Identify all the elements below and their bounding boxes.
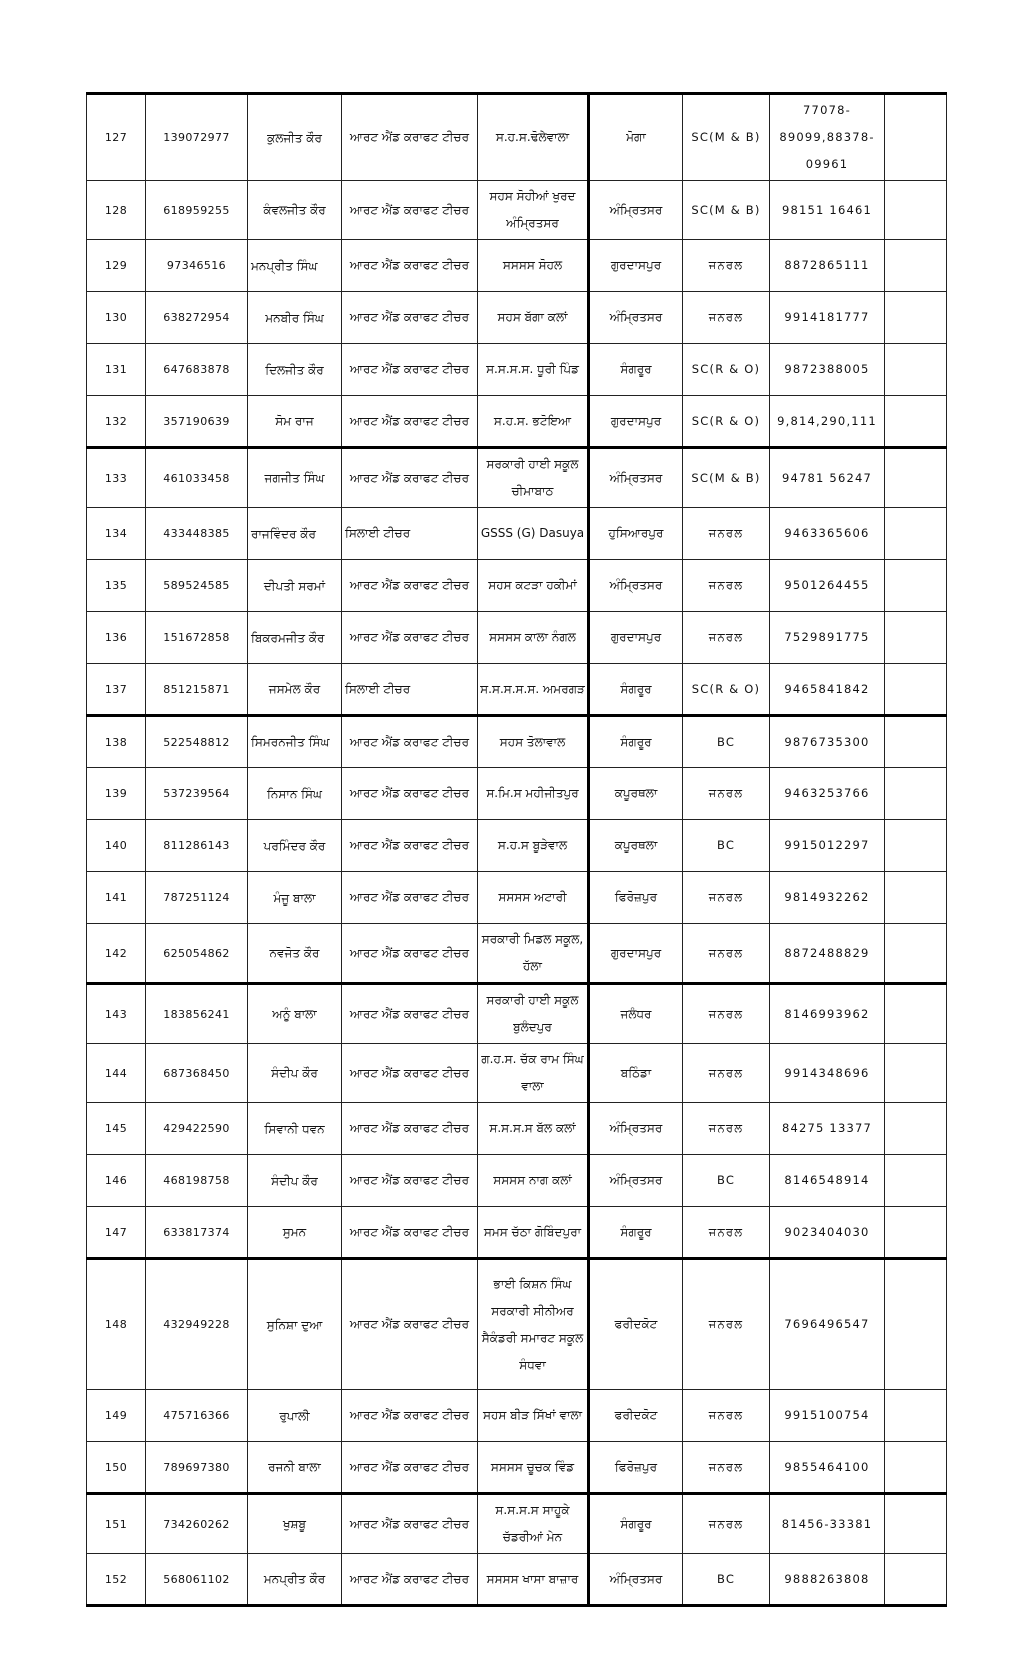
- table-row: [87, 94, 947, 181]
- user-id: 789697380: [146, 1442, 248, 1494]
- school-name: ਸਸਸਸ ਖਾਸਾ ਬਾਜ਼ਾਰ: [478, 1554, 589, 1606]
- table-row: [87, 1259, 947, 1390]
- phone-number: 9465841842: [770, 664, 885, 716]
- phone-number: 7529891775: [770, 612, 885, 664]
- serial-number: 137: [87, 664, 146, 716]
- phone-number: 9463253766: [770, 768, 885, 820]
- serial-number: 129: [87, 240, 146, 292]
- district: ਫਿਰੋਜ਼ਪੁਰ: [589, 872, 683, 924]
- school-name: ਸਸਸਸ ਸੋਹਲ: [478, 240, 589, 292]
- candidate-name: ਜਗਜੀਤ ਸਿੰਘ: [248, 448, 342, 508]
- candidate-name: ਕੰਵਲਜੀਤ ਕੌਰ: [248, 181, 342, 240]
- district: ਅੰਮ੍ਰਿਤਸਰ: [589, 292, 683, 344]
- post-title: ਆਰਟ ਐਂਡ ਕਰਾਫਟ ਟੀਚਰ: [342, 872, 478, 924]
- post-title: ਆਰਟ ਐਂਡ ਕਰਾਫਟ ਟੀਚਰ: [342, 716, 478, 768]
- table-row: [87, 1103, 947, 1155]
- serial-number: 132: [87, 396, 146, 448]
- blank-cell: [885, 768, 947, 820]
- district: ਫਰੀਦਕੋਟ: [589, 1390, 683, 1442]
- blank-cell: [885, 1207, 947, 1259]
- user-id: 432949228: [146, 1259, 248, 1390]
- post-title: ਆਰਟ ਐਂਡ ਕਰਾਫਟ ਟੀਚਰ: [342, 344, 478, 396]
- district: ਸੰਗਰੂਰ: [589, 716, 683, 768]
- user-id: 139072977: [146, 94, 248, 181]
- records-table: [86, 92, 947, 1607]
- district: ਹੁਸਿਆਰਪੁਰ: [589, 508, 683, 560]
- phone-number: 98151 16461: [770, 181, 885, 240]
- category: ਜਨਰਲ: [683, 1103, 770, 1155]
- school-name: ਸਸਸਸ ਚੂਚਕ ਵਿੰਡ: [478, 1442, 589, 1494]
- post-title: ਆਰਟ ਐਂਡ ਕਰਾਫਟ ਟੀਚਰ: [342, 984, 478, 1044]
- school-name: GSSS (G) Dasuya: [478, 508, 589, 560]
- post-title: ਆਰਟ ਐਂਡ ਕਰਾਫਟ ਟੀਚਰ: [342, 292, 478, 344]
- candidate-name: ਜਸਮੇਲ ਕੌਰ: [248, 664, 342, 716]
- candidate-name: ਸੋਮ ਰਾਜ: [248, 396, 342, 448]
- table-row: [87, 984, 947, 1044]
- school-name: ਸਸਸਸ ਨਾਗ ਕਲਾਂ: [478, 1155, 589, 1207]
- district: ਸੰਗਰੂਰ: [589, 1207, 683, 1259]
- user-id: 851215871: [146, 664, 248, 716]
- table-row: [87, 820, 947, 872]
- table-row: [87, 664, 947, 716]
- blank-cell: [885, 240, 947, 292]
- post-title: ਆਰਟ ਐਂਡ ਕਰਾਫਟ ਟੀਚਰ: [342, 1044, 478, 1103]
- post-title: ਆਰਟ ਐਂਡ ਕਰਾਫਟ ਟੀਚਰ: [342, 94, 478, 181]
- phone-number: 9914348696: [770, 1044, 885, 1103]
- post-title: ਆਰਟ ਐਂਡ ਕਰਾਫਟ ਟੀਚਰ: [342, 1259, 478, 1390]
- user-id: 568061102: [146, 1554, 248, 1606]
- phone-number: 84275 13377: [770, 1103, 885, 1155]
- district: ਅੰਮ੍ਰਿਤਸਰ: [589, 1554, 683, 1606]
- serial-number: 133: [87, 448, 146, 508]
- category: BC: [683, 1155, 770, 1207]
- table-row: [87, 240, 947, 292]
- blank-cell: [885, 560, 947, 612]
- candidate-name: ਦਿਲਜੀਤ ਕੌਰ: [248, 344, 342, 396]
- blank-cell: [885, 820, 947, 872]
- post-title: ਆਰਟ ਐਂਡ ਕਰਾਫਟ ਟੀਚਰ: [342, 396, 478, 448]
- serial-number: 146: [87, 1155, 146, 1207]
- table-row: [87, 508, 947, 560]
- candidate-name: ਦੀਪਤੀ ਸਰਮਾਂ: [248, 560, 342, 612]
- school-name: ਭਾਈ ਕਿਸ਼ਨ ਸਿੰਘ ਸਰਕਾਰੀ ਸੀਨੀਅਰ ਸੈਕੰਡਰੀ ਸਮਾਰਟ ਸਕੂਲ ਸੰਧਵਾ: [478, 1259, 589, 1390]
- school-name: ਸਹਸ ਬੀੜ ਸਿੱਖਾਂ ਵਾਲਾ: [478, 1390, 589, 1442]
- blank-cell: [885, 181, 947, 240]
- blank-cell: [885, 872, 947, 924]
- serial-number: 142: [87, 924, 146, 984]
- post-title: ਆਰਟ ਐਂਡ ਕਰਾਫਟ ਟੀਚਰ: [342, 1103, 478, 1155]
- blank-cell: [885, 344, 947, 396]
- serial-number: 134: [87, 508, 146, 560]
- user-id: 433448385: [146, 508, 248, 560]
- user-id: 638272954: [146, 292, 248, 344]
- category: ਜਨਰਲ: [683, 1494, 770, 1554]
- category: ਜਨਰਲ: [683, 612, 770, 664]
- category: SC(R & O): [683, 396, 770, 448]
- table-row: [87, 560, 947, 612]
- candidate-name: ਨਿਸਾਨ ਸਿੰਘ: [248, 768, 342, 820]
- phone-number: 9915012297: [770, 820, 885, 872]
- user-id: 97346516: [146, 240, 248, 292]
- school-name: ਸ.ਹ.ਸ.ਢੋਲੇਵਾਲਾ: [478, 94, 589, 181]
- category: ਜਨਰਲ: [683, 872, 770, 924]
- district: ਫਿਰੋਜ਼ਪੁਰ: [589, 1442, 683, 1494]
- district: ਅੰਮ੍ਰਿਤਸਰ: [589, 1103, 683, 1155]
- user-id: 787251124: [146, 872, 248, 924]
- district: ਗੁਰਦਾਸਪੁਰ: [589, 240, 683, 292]
- post-title: ਆਰਟ ਐਂਡ ਕਰਾਫਟ ਟੀਚਰ: [342, 1554, 478, 1606]
- district: ਕਪੂਰਥਲਾ: [589, 820, 683, 872]
- category: SC(M & B): [683, 94, 770, 181]
- school-name: ਸ.ਸ.ਸ.ਸ ਸਾਹੂਕੇ ਚੱਡਰੀਆਂ ਮੇਨ: [478, 1494, 589, 1554]
- user-id: 151672858: [146, 612, 248, 664]
- school-name: ਸਸਸਸ ਕਾਲਾ ਨੰਗਲ: [478, 612, 589, 664]
- serial-number: 131: [87, 344, 146, 396]
- post-title: ਆਰਟ ਐਂਡ ਕਰਾਫਟ ਟੀਚਰ: [342, 240, 478, 292]
- user-id: 618959255: [146, 181, 248, 240]
- candidate-name: ਮਨਪ੍ਰੀਤ ਕੌਰ: [248, 1554, 342, 1606]
- district: ਸੰਗਰੂਰ: [589, 1494, 683, 1554]
- district: ਅੰਮ੍ਰਿਤਸਰ: [589, 1155, 683, 1207]
- user-id: 811286143: [146, 820, 248, 872]
- table-row: [87, 1554, 947, 1606]
- district: ਫਰੀਦਕੋਟ: [589, 1259, 683, 1390]
- post-title: ਆਰਟ ਐਂਡ ਕਰਾਫਟ ਟੀਚਰ: [342, 820, 478, 872]
- blank-cell: [885, 448, 947, 508]
- phone-number: 9,814,290,111: [770, 396, 885, 448]
- candidate-name: ਰਾਜਵਿੰਦਰ ਕੌਰ: [248, 508, 342, 560]
- post-title: ਆਰਟ ਐਂਡ ਕਰਾਫਟ ਟੀਚਰ: [342, 1155, 478, 1207]
- category: ਜਨਰਲ: [683, 1044, 770, 1103]
- blank-cell: [885, 396, 947, 448]
- candidate-name: ਰੁਪਾਲੀ: [248, 1390, 342, 1442]
- serial-number: 152: [87, 1554, 146, 1606]
- district: ਗੁਰਦਾਸਪੁਰ: [589, 924, 683, 984]
- blank-cell: [885, 984, 947, 1044]
- district: ਅੰਮ੍ਰਿਤਸਰ: [589, 560, 683, 612]
- table-row: [87, 448, 947, 508]
- serial-number: 136: [87, 612, 146, 664]
- post-title: ਆਰਟ ਐਂਡ ਕਰਾਫਟ ਟੀਚਰ: [342, 1207, 478, 1259]
- category: SC(M & B): [683, 181, 770, 240]
- post-title: ਆਰਟ ਐਂਡ ਕਰਾਫਟ ਟੀਚਰ: [342, 768, 478, 820]
- post-title: ਆਰਟ ਐਂਡ ਕਰਾਫਟ ਟੀਚਰ: [342, 1390, 478, 1442]
- table-row: [87, 181, 947, 240]
- category: BC: [683, 820, 770, 872]
- serial-number: 145: [87, 1103, 146, 1155]
- category: BC: [683, 716, 770, 768]
- category: SC(R & O): [683, 664, 770, 716]
- post-title: ਸਿਲਾਈ ਟੀਚਰ: [342, 508, 478, 560]
- blank-cell: [885, 1044, 947, 1103]
- serial-number: 130: [87, 292, 146, 344]
- school-name: ਸ.ਹ.ਸ. ਭਟੋਇਆ: [478, 396, 589, 448]
- user-id: 357190639: [146, 396, 248, 448]
- blank-cell: [885, 1103, 947, 1155]
- school-name: ਸਹਸ ਕਟੜਾ ਹਕੀਮਾਂ: [478, 560, 589, 612]
- category: ਜਨਰਲ: [683, 240, 770, 292]
- user-id: 429422590: [146, 1103, 248, 1155]
- candidate-name: ਪਰਮਿੰਦਰ ਕੌਰ: [248, 820, 342, 872]
- serial-number: 148: [87, 1259, 146, 1390]
- candidate-name: ਸਿਮਰਨਜੀਤ ਸਿੰਘ: [248, 716, 342, 768]
- category: ਜਨਰਲ: [683, 768, 770, 820]
- candidate-name: ਮਨਬੀਰ ਸਿੰਘ: [248, 292, 342, 344]
- user-id: 734260262: [146, 1494, 248, 1554]
- table-row: [87, 1155, 947, 1207]
- district: ਗੁਰਦਾਸਪੁਰ: [589, 612, 683, 664]
- phone-number: 8872865111: [770, 240, 885, 292]
- candidate-name: ਅਨੂੰ ਬਾਲਾ: [248, 984, 342, 1044]
- category: ਜਨਰਲ: [683, 1207, 770, 1259]
- phone-number: 8872488829: [770, 924, 885, 984]
- phone-number: 9915100754: [770, 1390, 885, 1442]
- district: ਕਪੂਰਥਲਾ: [589, 768, 683, 820]
- table-row: [87, 344, 947, 396]
- serial-number: 127: [87, 94, 146, 181]
- district: ਅੰਮ੍ਰਿਤਸਰ: [589, 181, 683, 240]
- phone-number: 9872388005: [770, 344, 885, 396]
- blank-cell: [885, 612, 947, 664]
- table-row: [87, 1044, 947, 1103]
- phone-number: 9463365606: [770, 508, 885, 560]
- phone-number: 8146548914: [770, 1155, 885, 1207]
- blank-cell: [885, 924, 947, 984]
- candidate-name: ਸਿਵਾਨੀ ਧਵਨ: [248, 1103, 342, 1155]
- table-row: [87, 612, 947, 664]
- category: BC: [683, 1554, 770, 1606]
- user-id: 475716366: [146, 1390, 248, 1442]
- school-name: ਸ.ਸ.ਸ.ਸ. ਧੂਰੀ ਪਿੰਡ: [478, 344, 589, 396]
- phone-number: 77078-89099,88378-09961: [770, 94, 885, 181]
- category: ਜਨਰਲ: [683, 984, 770, 1044]
- serial-number: 143: [87, 984, 146, 1044]
- table-row: [87, 1390, 947, 1442]
- post-title: ਸਿਲਾਈ ਟੀਚਰ: [342, 664, 478, 716]
- user-id: 468198758: [146, 1155, 248, 1207]
- school-name: ਸਸਸਸ ਅਟਾਰੀ: [478, 872, 589, 924]
- serial-number: 135: [87, 560, 146, 612]
- school-name: ਸਹਸ ਸੋਹੀਆਂ ਖੁਰਦ ਅੰਮ੍ਰਿਤਸਰ: [478, 181, 589, 240]
- phone-number: 8146993962: [770, 984, 885, 1044]
- table-row: [87, 1494, 947, 1554]
- school-name: ਸਰਕਾਰੀ ਹਾਈ ਸਕੂਲ ਬੁਲੰਦਪੁਰ: [478, 984, 589, 1044]
- blank-cell: [885, 508, 947, 560]
- post-title: ਆਰਟ ਐਂਡ ਕਰਾਫਟ ਟੀਚਰ: [342, 448, 478, 508]
- serial-number: 139: [87, 768, 146, 820]
- category: ਜਨਰਲ: [683, 508, 770, 560]
- user-id: 647683878: [146, 344, 248, 396]
- school-name: ਸਰਕਾਰੀ ਹਾਈ ਸਕੂਲ ਚੀਮਾਬਾਠ: [478, 448, 589, 508]
- school-name: ਸ.ਹ.ਸ ਬੂੜੇਵਾਲ: [478, 820, 589, 872]
- category: ਜਨਰਲ: [683, 292, 770, 344]
- blank-cell: [885, 94, 947, 181]
- district: ਸੰਗਰੂਰ: [589, 664, 683, 716]
- category: ਜਨਰਲ: [683, 924, 770, 984]
- category: ਜਨਰਲ: [683, 1259, 770, 1390]
- candidate-name: ਸੁਮਨ: [248, 1207, 342, 1259]
- phone-number: 9023404030: [770, 1207, 885, 1259]
- user-id: 633817374: [146, 1207, 248, 1259]
- candidate-name: ਰਜਨੀ ਬਾਲਾ: [248, 1442, 342, 1494]
- table-row: [87, 1207, 947, 1259]
- category: ਜਨਰਲ: [683, 560, 770, 612]
- user-id: 537239564: [146, 768, 248, 820]
- table-row: [87, 716, 947, 768]
- phone-number: 94781 56247: [770, 448, 885, 508]
- serial-number: 128: [87, 181, 146, 240]
- serial-number: 151: [87, 1494, 146, 1554]
- candidate-name: ਕੁਲਜੀਤ ਕੌਰ: [248, 94, 342, 181]
- serial-number: 149: [87, 1390, 146, 1442]
- school-name: ਗ.ਹ.ਸ. ਚੱਕ ਰਾਮ ਸਿੰਘ ਵਾਲਾ: [478, 1044, 589, 1103]
- category: SC(M & B): [683, 448, 770, 508]
- phone-number: 9501264455: [770, 560, 885, 612]
- district: ਗੁਰਦਾਸਪੁਰ: [589, 396, 683, 448]
- blank-cell: [885, 1259, 947, 1390]
- school-name: ਸ.ਸ.ਸ.ਸ.ਸ. ਅਮਰਗੜ: [478, 664, 589, 716]
- school-name: ਸਹਸ ਤੋਲਾਵਾਲ: [478, 716, 589, 768]
- serial-number: 138: [87, 716, 146, 768]
- school-name: ਸ.ਮਿ.ਸ ਮਹੀਜੀਤਪੁਰ: [478, 768, 589, 820]
- candidate-name: ਸੁਨਿਸ਼ਾ ਦੁਆ: [248, 1259, 342, 1390]
- candidate-name: ਸੰਦੀਪ ਕੌਰ: [248, 1044, 342, 1103]
- user-id: 625054862: [146, 924, 248, 984]
- school-name: ਸਰਕਾਰੀ ਮਿਡਲ ਸਕੂਲ, ਹੱਲਾ: [478, 924, 589, 984]
- district: ਸੰਗਰੂਰ: [589, 344, 683, 396]
- candidate-name: ਮੰਜੂ ਬਾਲਾ: [248, 872, 342, 924]
- candidate-name: ਨਵਜੋਤ ਕੌਰ: [248, 924, 342, 984]
- post-title: ਆਰਟ ਐਂਡ ਕਰਾਫਟ ਟੀਚਰ: [342, 1442, 478, 1494]
- phone-number: 9876735300: [770, 716, 885, 768]
- category: ਜਨਰਲ: [683, 1390, 770, 1442]
- district: ਮੋਗਾ: [589, 94, 683, 181]
- table-row: [87, 292, 947, 344]
- serial-number: 150: [87, 1442, 146, 1494]
- blank-cell: [885, 1442, 947, 1494]
- table-row: [87, 924, 947, 984]
- district: ਬਠਿੰਡਾ: [589, 1044, 683, 1103]
- phone-number: 9814932262: [770, 872, 885, 924]
- post-title: ਆਰਟ ਐਂਡ ਕਰਾਫਟ ਟੀਚਰ: [342, 1494, 478, 1554]
- district: ਅੰਮ੍ਰਿਤਸਰ: [589, 448, 683, 508]
- blank-cell: [885, 1390, 947, 1442]
- table-row: [87, 872, 947, 924]
- category: ਜਨਰਲ: [683, 1442, 770, 1494]
- user-id: 589524585: [146, 560, 248, 612]
- blank-cell: [885, 716, 947, 768]
- post-title: ਆਰਟ ਐਂਡ ਕਰਾਫਟ ਟੀਚਰ: [342, 612, 478, 664]
- user-id: 183856241: [146, 984, 248, 1044]
- phone-number: 9888263808: [770, 1554, 885, 1606]
- school-name: ਸਹਸ ਬੱਗਾ ਕਲਾਂ: [478, 292, 589, 344]
- phone-number: 7696496547: [770, 1259, 885, 1390]
- blank-cell: [885, 1155, 947, 1207]
- serial-number: 141: [87, 872, 146, 924]
- candidate-name: ਖੁਸ਼ਬੂ: [248, 1494, 342, 1554]
- candidate-name: ਮਨਪ੍ਰੀਤ ਸਿੰਘ: [248, 240, 342, 292]
- phone-number: 81456-33381: [770, 1494, 885, 1554]
- blank-cell: [885, 664, 947, 716]
- serial-number: 144: [87, 1044, 146, 1103]
- serial-number: 147: [87, 1207, 146, 1259]
- blank-cell: [885, 292, 947, 344]
- blank-cell: [885, 1494, 947, 1554]
- table-row: [87, 1442, 947, 1494]
- post-title: ਆਰਟ ਐਂਡ ਕਰਾਫਟ ਟੀਚਰ: [342, 181, 478, 240]
- table-row: [87, 768, 947, 820]
- post-title: ਆਰਟ ਐਂਡ ਕਰਾਫਟ ਟੀਚਰ: [342, 560, 478, 612]
- user-id: 522548812: [146, 716, 248, 768]
- table-row: [87, 396, 947, 448]
- school-name: ਸ.ਸ.ਸ.ਸ ਬੱਲ ਕਲਾਂ: [478, 1103, 589, 1155]
- serial-number: 140: [87, 820, 146, 872]
- blank-cell: [885, 1554, 947, 1606]
- post-title: ਆਰਟ ਐਂਡ ਕਰਾਫਟ ਟੀਚਰ: [342, 924, 478, 984]
- district: ਜਲੰਧਰ: [589, 984, 683, 1044]
- user-id: 687368450: [146, 1044, 248, 1103]
- phone-number: 9914181777: [770, 292, 885, 344]
- candidate-name: ਬਿਕਰਮਜੀਤ ਕੌਰ: [248, 612, 342, 664]
- phone-number: 9855464100: [770, 1442, 885, 1494]
- category: SC(R & O): [683, 344, 770, 396]
- candidate-name: ਸੰਦੀਪ ਕੌਰ: [248, 1155, 342, 1207]
- school-name: ਸਮਸ ਚੱਠਾ ਗੋਬਿੰਦਪੁਰਾ: [478, 1207, 589, 1259]
- user-id: 461033458: [146, 448, 248, 508]
